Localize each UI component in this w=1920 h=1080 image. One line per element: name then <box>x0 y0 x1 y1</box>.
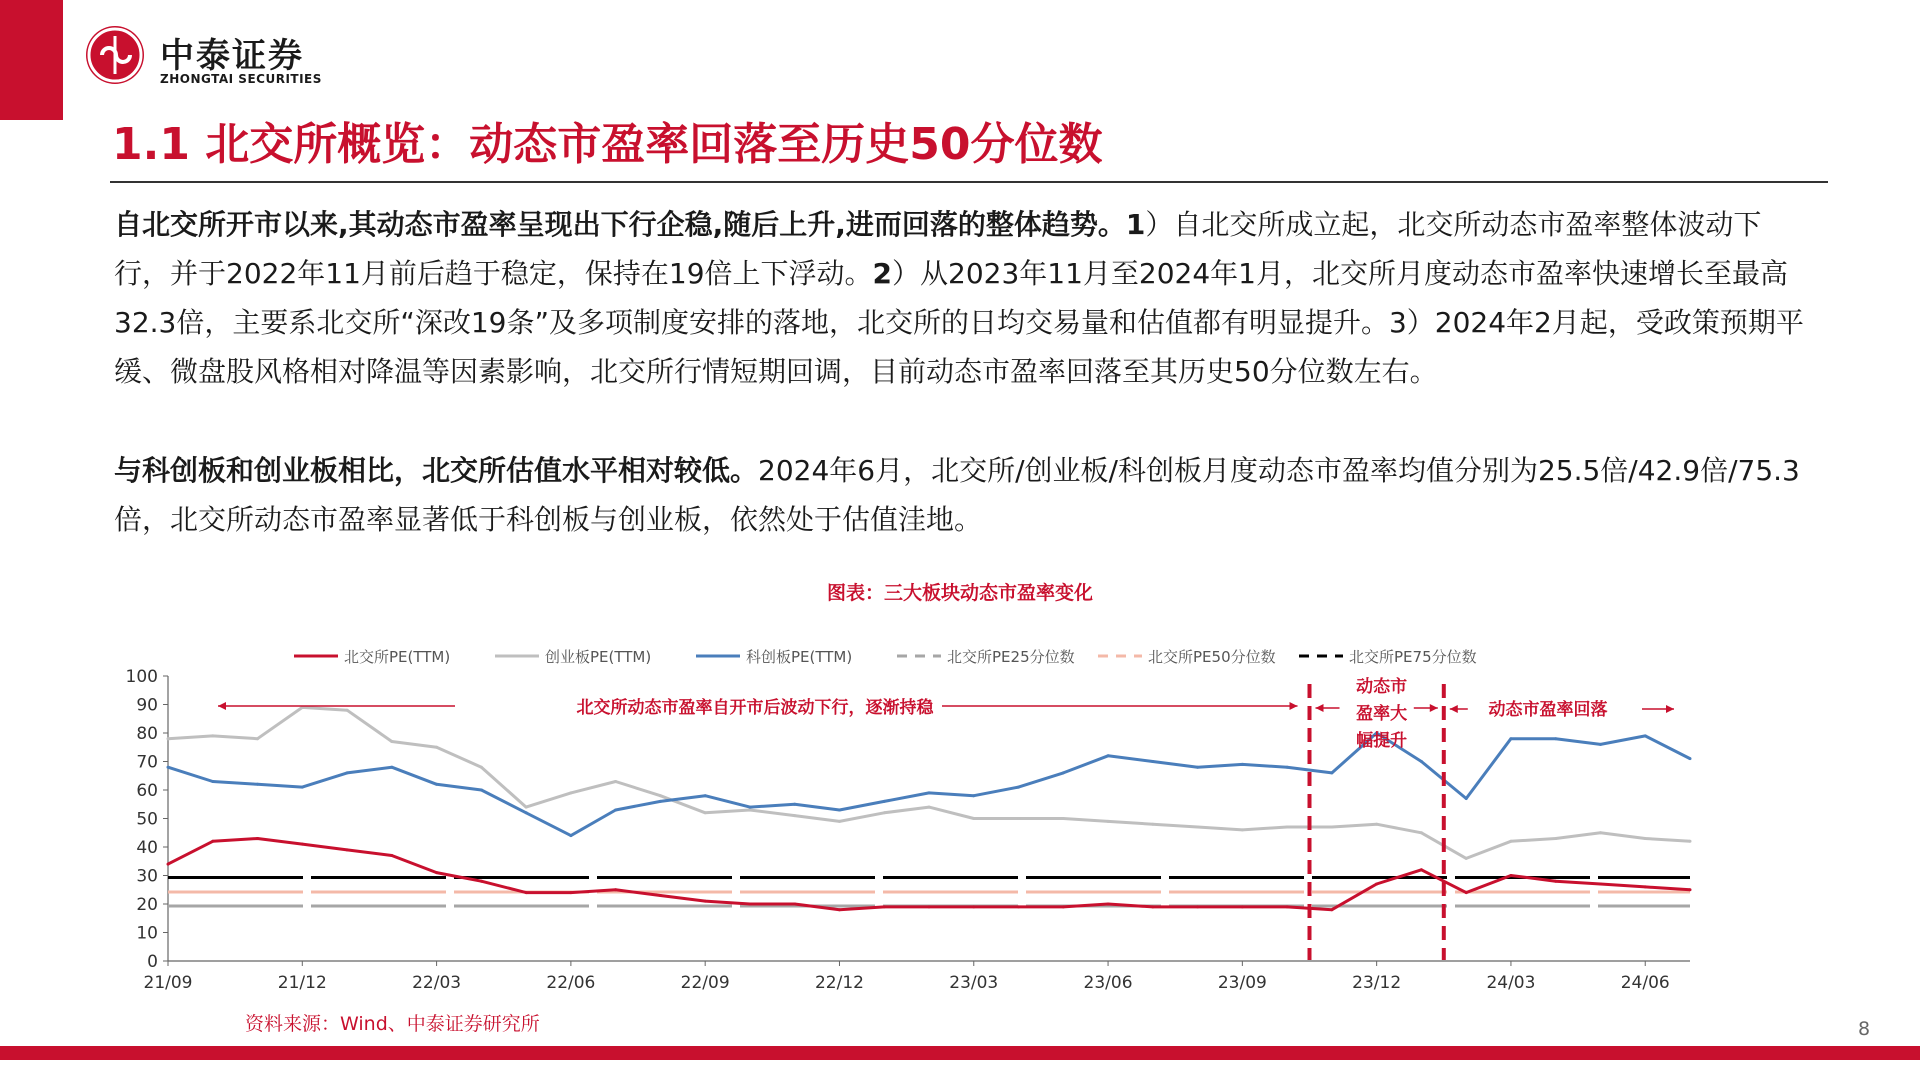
data-point <box>1017 786 1020 789</box>
x-tick-label: 23/06 <box>1083 973 1133 993</box>
data-point <box>1062 817 1065 820</box>
data-point <box>1554 837 1557 840</box>
paragraph-comparison-lead: 与科创板和创业板相比，北交所估值水平相对较低。 <box>114 454 759 487</box>
data-point <box>928 905 931 908</box>
data-point <box>614 808 617 811</box>
data-point <box>1554 737 1557 740</box>
x-tick-label: 23/03 <box>949 973 999 993</box>
data-point <box>569 791 572 794</box>
data-point <box>1017 817 1020 820</box>
x-tick-label: 22/06 <box>546 973 596 993</box>
data-point <box>928 791 931 794</box>
annotation-phase2-arrow-left-head <box>1316 704 1324 712</box>
data-point <box>1599 883 1602 886</box>
annotation-phase3: 动态市盈率回落 <box>1488 700 1608 720</box>
x-tick-label: 21/09 <box>143 973 193 993</box>
data-point <box>301 843 304 846</box>
annotation-phase3-arrow-right-head <box>1666 705 1674 713</box>
data-point <box>748 903 751 906</box>
data-point <box>1062 905 1065 908</box>
data-point <box>704 794 707 797</box>
data-point <box>167 766 170 769</box>
data-point <box>793 803 796 806</box>
data-point <box>1420 760 1423 763</box>
data-point <box>1599 831 1602 834</box>
data-point <box>883 905 886 908</box>
data-point <box>1554 880 1557 883</box>
data-point <box>1286 826 1289 829</box>
data-point <box>614 888 617 891</box>
data-point <box>256 837 259 840</box>
source-note: 资料来源：Wind、中泰证券研究所 <box>245 1013 540 1035</box>
legend-entry: 北交所PE50分位数 <box>1148 648 1276 666</box>
data-point <box>1107 820 1110 823</box>
data-point <box>659 894 662 897</box>
data-point <box>1465 891 1468 894</box>
data-point <box>1107 903 1110 906</box>
footer-bar <box>0 1046 1920 1060</box>
data-point <box>301 786 304 789</box>
annotation-phase2-line2: 盈率大 <box>1356 704 1408 724</box>
annotation-phase1-arrow-left-head <box>218 702 226 710</box>
data-point <box>1286 766 1289 769</box>
data-point <box>346 771 349 774</box>
y-tick-label: 0 <box>147 952 158 972</box>
legend-entry: 创业板PE(TTM) <box>545 648 652 666</box>
data-point <box>1241 763 1244 766</box>
data-point <box>1107 754 1110 757</box>
data-point <box>1062 771 1065 774</box>
logo-english-name: ZHONGTAI SECURITIES <box>160 72 322 86</box>
data-point <box>1330 771 1333 774</box>
data-point <box>1509 840 1512 843</box>
data-point <box>569 891 572 894</box>
paragraph-comparison-text: 2024年6月，北交所/创业板/科创板月度动态市盈率均值分别为25.5倍/42.9倍/75.3倍，北交所动态市盈率显著低于科创板与创业板，依然处于估值洼地。 <box>114 454 1800 536</box>
data-point <box>1420 831 1423 834</box>
paragraph-trend-lead: 自北交所开市以来,其动态市盈率呈现出下行企稳,随后上升,进而回落的整体趋势。 <box>114 208 1126 241</box>
data-point <box>614 780 617 783</box>
data-point <box>167 863 170 866</box>
data-point <box>346 848 349 851</box>
legend-entry: 科创板PE(TTM) <box>746 648 853 666</box>
data-point <box>1286 905 1289 908</box>
x-tick-label: 22/12 <box>814 973 864 993</box>
data-point <box>1017 905 1020 908</box>
data-point <box>1375 883 1378 886</box>
data-point <box>838 808 841 811</box>
series-line <box>168 707 1690 858</box>
data-point <box>748 806 751 809</box>
data-point <box>928 806 931 809</box>
paragraph-trend-text-2: ）从2023年11月至2024年1月，北交所月度动态市盈率快速增长至最高32.3倍，主要系北交所“深改19条”及多项制度安排的落地，北交所的日均交易量和估值都有明显提升。3）2024年2月起，受政策预期平缓、微盘股风格相对降温等因素影响，北交所行情短期回调，目前动态市盈率回落至其历史50分位数左右。 <box>114 257 1804 388</box>
data-point <box>972 905 975 908</box>
annotation-phase2-line3: 幅提升 <box>1356 731 1408 751</box>
y-tick-label: 80 <box>136 724 158 744</box>
data-point <box>1241 828 1244 831</box>
chart-title: 图表：三大板块动态市盈率变化 <box>826 582 1093 604</box>
point-number-1: 1 <box>1125 208 1146 241</box>
y-tick-label: 50 <box>136 809 158 830</box>
annotation-phase3-arrow-left-head <box>1450 705 1458 713</box>
data-point <box>569 834 572 837</box>
data-point <box>1465 797 1468 800</box>
point-number-2: 2 <box>872 257 893 290</box>
x-tick-label: 22/03 <box>412 973 462 993</box>
data-point <box>1509 874 1512 877</box>
data-point <box>1644 734 1647 737</box>
data-point <box>704 811 707 814</box>
data-point <box>1420 868 1423 871</box>
data-point <box>1196 766 1199 769</box>
legend-entry: 北交所PE(TTM) <box>344 648 451 666</box>
data-point <box>1151 760 1154 763</box>
data-point <box>1689 888 1692 891</box>
data-point <box>390 854 393 857</box>
data-point <box>480 789 483 792</box>
data-point <box>525 811 528 814</box>
annotation-phase2-arrow-right-head <box>1430 704 1438 712</box>
data-point <box>435 871 438 874</box>
x-tick-label: 21/12 <box>277 973 327 993</box>
data-point <box>1196 905 1199 908</box>
page-number: 8 <box>1858 1018 1871 1040</box>
data-point <box>704 900 707 903</box>
data-point <box>1151 823 1154 826</box>
data-point <box>435 746 438 749</box>
data-point <box>525 806 528 809</box>
data-point <box>1330 826 1333 829</box>
data-point <box>659 794 662 797</box>
legend-entry: 北交所PE75分位数 <box>1349 648 1477 666</box>
data-point <box>838 908 841 911</box>
data-point <box>167 737 170 740</box>
data-point <box>435 783 438 786</box>
page-title: 1.1 北交所概览：动态市盈率回落至历史50分位数 <box>112 119 1103 170</box>
data-point <box>1465 857 1468 860</box>
y-tick-label: 60 <box>136 781 158 801</box>
data-point <box>1689 757 1692 760</box>
data-point <box>480 880 483 883</box>
data-point <box>1509 737 1512 740</box>
data-point <box>1644 837 1647 840</box>
data-point <box>1330 908 1333 911</box>
legend-entry: 北交所PE25分位数 <box>947 648 1075 666</box>
data-point <box>883 811 886 814</box>
logo-chinese-name: 中泰证券 <box>160 36 304 76</box>
data-point <box>659 800 662 803</box>
data-point <box>1644 885 1647 888</box>
data-point <box>1151 905 1154 908</box>
data-point <box>793 903 796 906</box>
data-point <box>480 766 483 769</box>
data-point <box>211 840 214 843</box>
data-point <box>346 709 349 712</box>
data-point <box>972 817 975 820</box>
data-point <box>390 766 393 769</box>
data-point <box>793 814 796 817</box>
x-tick-label: 23/12 <box>1352 973 1402 993</box>
data-point <box>256 783 259 786</box>
annotation-phase1-arrow-right-head <box>1290 702 1298 710</box>
y-tick-label: 90 <box>136 695 158 716</box>
y-tick-label: 30 <box>136 866 158 887</box>
annotation-phase1: 北交所动态市盈率自开市后波动下行，逐渐持稳 <box>576 698 934 718</box>
paragraph-trend-text-1: ）自北交所成立起，北交所动态市盈率整体波动下行，并于2022年11月前后趋于稳定，保持在19倍上下浮动。 <box>114 208 1762 290</box>
data-point <box>1689 840 1692 843</box>
y-tick-label: 100 <box>125 667 158 687</box>
data-point <box>1375 823 1378 826</box>
data-point <box>883 800 886 803</box>
data-point <box>211 734 214 737</box>
x-tick-label: 24/03 <box>1486 973 1536 993</box>
data-point <box>390 740 393 743</box>
x-tick-label: 24/06 <box>1620 973 1670 993</box>
data-point <box>838 820 841 823</box>
x-tick-label: 22/09 <box>680 973 730 993</box>
y-tick-label: 40 <box>136 838 158 858</box>
data-point <box>972 794 975 797</box>
y-tick-label: 20 <box>136 895 158 915</box>
y-tick-label: 10 <box>136 923 158 944</box>
y-tick-label: 70 <box>136 752 158 773</box>
data-point <box>1241 905 1244 908</box>
x-tick-label: 23/09 <box>1217 973 1267 993</box>
data-point <box>748 808 751 811</box>
annotation-phase2-line1: 动态市 <box>1356 677 1408 697</box>
data-point <box>525 891 528 894</box>
series-line <box>168 839 1690 910</box>
data-point <box>211 780 214 783</box>
series-line <box>168 733 1690 836</box>
data-point <box>256 737 259 740</box>
data-point <box>1599 743 1602 746</box>
data-point <box>1196 826 1199 829</box>
